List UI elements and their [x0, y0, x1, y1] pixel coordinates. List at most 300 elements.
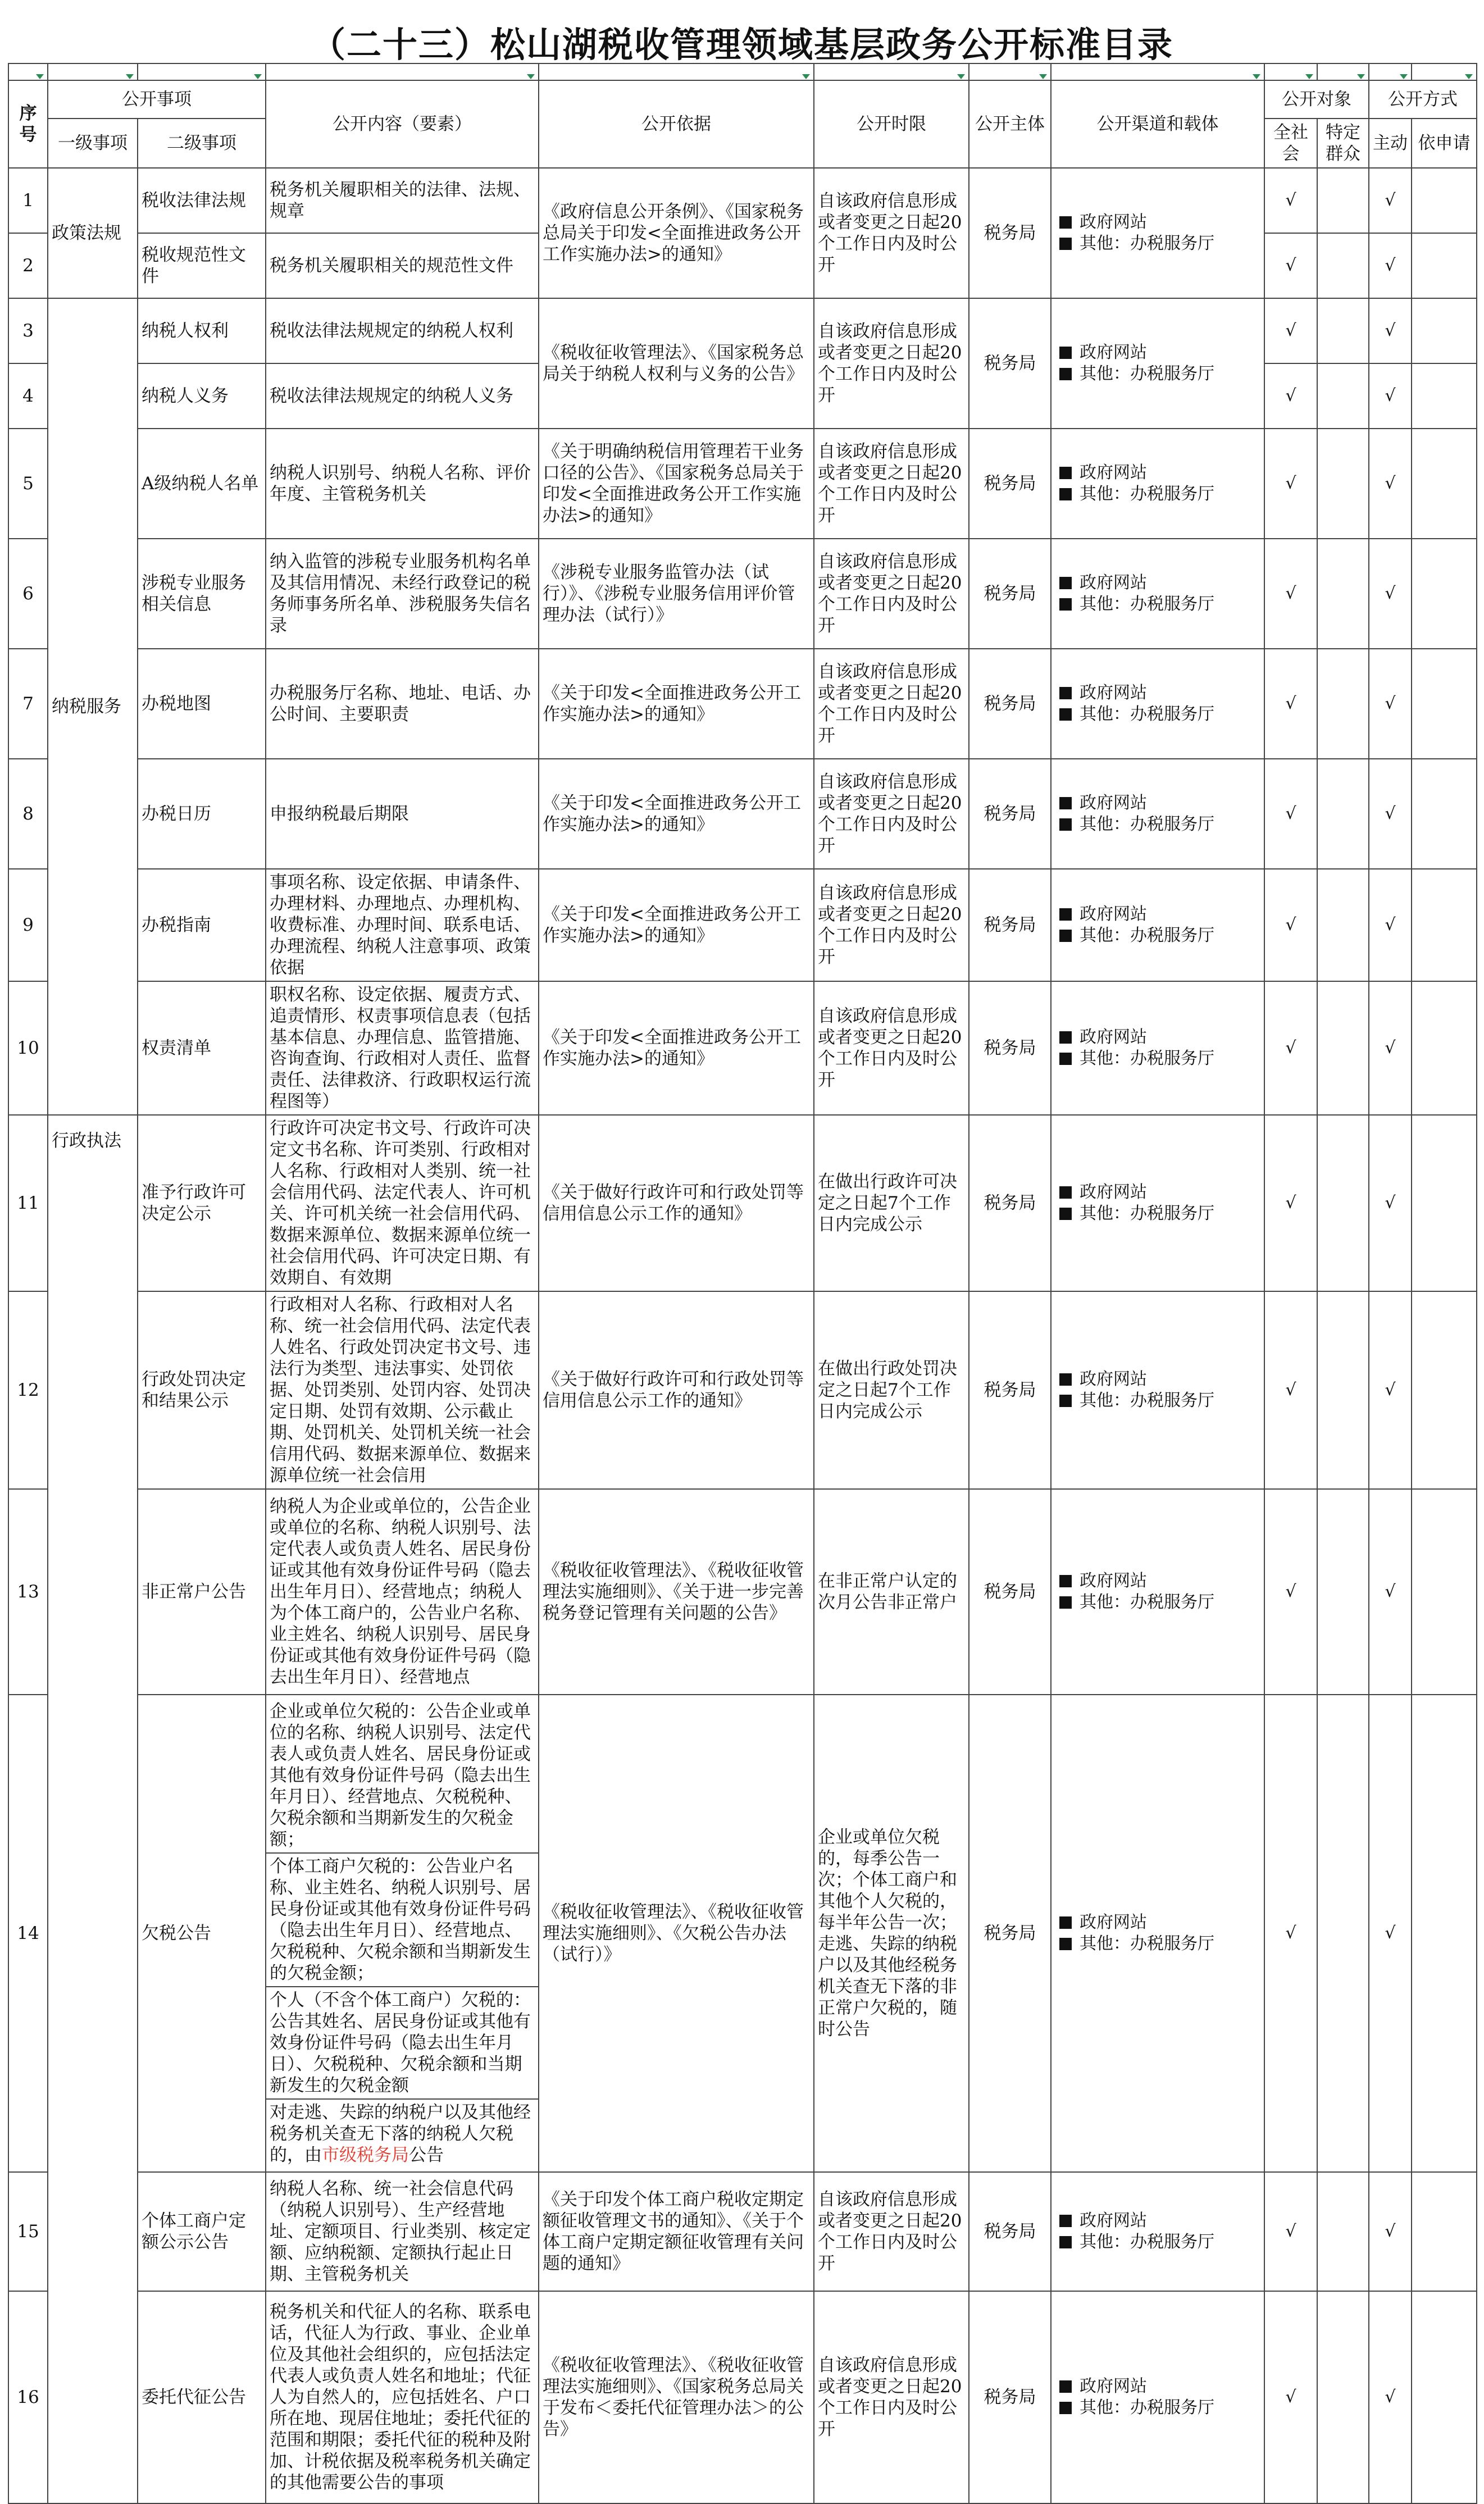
target-special-cell: [1317, 168, 1369, 233]
channel-other-label: 其他：办税服务厅: [1080, 814, 1214, 834]
mode-request-cell: [1412, 1489, 1477, 1695]
checkbox-square-icon: [1059, 1031, 1072, 1044]
row-number: 7: [8, 649, 48, 759]
channel-item: [1055, 1912, 1260, 1933]
mode-active-check: √: [1369, 168, 1412, 233]
channel-item: [1055, 233, 1260, 254]
basis-cell: 《税收征收管理法》、《税收征收管理法实施细则》、《国家税务总局关于发布＜委托代征管理办法＞的公告》: [539, 2291, 814, 2503]
basis-cell: 《关于印发个体工商户税收定期定额征收管理文书的通知》、《关于个体工商户定期定额征收管理有关问题的通知》: [539, 2172, 814, 2291]
catalog-table: [8, 63, 1477, 2504]
row-number: 2: [8, 233, 48, 298]
channel-other-label: 其他：办税服务厅: [1080, 1391, 1214, 1410]
channel-cell: [1051, 168, 1264, 298]
channel-cell: [1051, 2291, 1264, 2503]
mode-active-check: √: [1369, 1695, 1412, 2172]
header-mode-active: 主动: [1369, 119, 1412, 168]
row-number: 15: [8, 2172, 48, 2291]
level2-item: 纳税人义务: [138, 363, 266, 429]
deadline-cell: 自该政府信息形成或者变更之日起20个工作日内及时公开: [814, 649, 969, 759]
channel-item: [1055, 925, 1260, 946]
row-number: 1: [8, 168, 48, 233]
channel-cell: [1051, 981, 1264, 1115]
checkbox-square-icon: [1059, 797, 1072, 809]
row-number: 14: [8, 1695, 48, 2172]
checkbox-square-icon: [1059, 1938, 1072, 1950]
filter-cell[interactable]: [1317, 63, 1369, 80]
table-row: [8, 1695, 1477, 2172]
target-all-check: √: [1264, 233, 1317, 298]
channel-item: [1055, 1390, 1260, 1412]
channel-item: [1055, 1933, 1260, 1955]
checkbox-square-icon: [1059, 2402, 1072, 2414]
checkbox-square-icon: [1059, 908, 1072, 921]
target-special-cell: [1317, 1489, 1369, 1695]
channel-cell: [1051, 1695, 1264, 2172]
target-all-check: √: [1264, 981, 1317, 1115]
target-all-check: √: [1264, 539, 1317, 649]
mode-active-check: √: [1369, 981, 1412, 1115]
content-cell: 税务机关履职相关的法律、法规、规章: [266, 168, 539, 233]
channel-item: [1055, 1027, 1260, 1048]
target-special-cell: [1317, 759, 1369, 869]
content-cell: 税务机关履职相关的规范性文件: [266, 233, 539, 298]
target-special-cell: [1317, 869, 1369, 981]
channel-cell: [1051, 1115, 1264, 1291]
channel-item: [1055, 904, 1260, 925]
filter-cell[interactable]: [969, 63, 1051, 80]
channel-site-label: 政府网站: [1080, 1369, 1147, 1389]
channel-other-label: 其他：办税服务厅: [1080, 1049, 1214, 1068]
mode-request-cell: [1412, 2291, 1477, 2503]
filter-cell[interactable]: [266, 63, 539, 80]
checkbox-square-icon: [1059, 2380, 1072, 2393]
channel-item: [1055, 342, 1260, 363]
deadline-cell: 自该政府信息形成或者变更之日起20个工作日内及时公开: [814, 429, 969, 539]
deadline-cell: 自该政府信息形成或者变更之日起20个工作日内及时公开: [814, 2172, 969, 2291]
channel-site-label: 政府网站: [1080, 683, 1147, 703]
channel-item: [1055, 814, 1260, 835]
checkbox-square-icon: [1059, 368, 1072, 380]
checkbox-square-icon: [1059, 1916, 1072, 1929]
subject-cell: 税务局: [969, 1695, 1051, 2172]
checkbox-square-icon: [1059, 577, 1072, 589]
filter-dropdown-icon[interactable]: [36, 74, 44, 79]
subject-cell: 税务局: [969, 2291, 1051, 2503]
mode-active-check: √: [1369, 539, 1412, 649]
row-number: 16: [8, 2291, 48, 2503]
row-number: 6: [8, 539, 48, 649]
mode-request-cell: [1412, 649, 1477, 759]
channel-other-label: 其他：办税服务厅: [1080, 484, 1214, 504]
filter-cell[interactable]: [539, 63, 814, 80]
subject-cell: 税务局: [969, 429, 1051, 539]
target-all-check: √: [1264, 1489, 1317, 1695]
basis-cell: 《关于做好行政许可和行政处罚等信用信息公示工作的通知》: [539, 1115, 814, 1291]
mode-request-cell: [1412, 233, 1477, 298]
channel-item: [1055, 1592, 1260, 1613]
channel-cell: [1051, 2172, 1264, 2291]
checkbox-square-icon: [1059, 2215, 1072, 2227]
header-target-special: 特定群众: [1317, 119, 1369, 168]
header-basis: 公开依据: [539, 80, 814, 168]
deadline-cell: 自该政府信息形成或者变更之日起20个工作日内及时公开: [814, 869, 969, 981]
basis-cell: 《政府信息公开条例》、《国家税务总局关于印发<全面推进政务公开工作实施办法>的通知》: [539, 168, 814, 298]
subject-cell: 税务局: [969, 759, 1051, 869]
deadline-cell: 自该政府信息形成或者变更之日起20个工作日内及时公开: [814, 298, 969, 429]
table-row: [8, 1489, 1477, 1695]
filter-dropdown-icon[interactable]: [254, 74, 262, 79]
checkbox-square-icon: [1059, 598, 1072, 611]
content-cell: 申报纳税最后期限: [266, 759, 539, 869]
subject-cell: 税务局: [969, 1489, 1051, 1695]
mode-request-cell: [1412, 2172, 1477, 2291]
subject-cell: 税务局: [969, 869, 1051, 981]
level2-item: 准予行政许可决定公示: [138, 1115, 266, 1291]
level2-item: 办税日历: [138, 759, 266, 869]
channel-item: [1055, 1048, 1260, 1069]
mode-request-cell: [1412, 298, 1477, 363]
target-all-check: √: [1264, 1115, 1317, 1291]
basis-cell: 《关于印发<全面推进政务公开工作实施办法>的通知》: [539, 869, 814, 981]
row-number: 3: [8, 298, 48, 363]
basis-cell: 《关于印发<全面推进政务公开工作实施办法>的通知》: [539, 759, 814, 869]
filter-cell[interactable]: [8, 63, 48, 80]
channel-item: [1055, 594, 1260, 615]
filter-dropdown-icon[interactable]: [1039, 74, 1047, 79]
subject-cell: 税务局: [969, 1115, 1051, 1291]
level2-item: 权责清单: [138, 981, 266, 1115]
channel-item: [1055, 2232, 1260, 2253]
channel-item: [1055, 1182, 1260, 1203]
filter-cell[interactable]: [138, 63, 266, 80]
channel-other-label: 其他：办税服务厅: [1080, 2398, 1214, 2418]
content-cell: 纳入监管的涉税专业服务机构名单及其信用情况、未经行政登记的税务师事务所名单、涉税服务失信名录: [266, 539, 539, 649]
filter-dropdown-icon[interactable]: [1253, 74, 1260, 79]
mode-request-cell: [1412, 1291, 1477, 1489]
mode-request-cell: [1412, 363, 1477, 429]
target-special-cell: [1317, 2291, 1369, 2503]
level2-item: 非正常户公告: [138, 1489, 266, 1695]
content-cell: 职权名称、设定依据、履责方式、追责情形、权责事项信息表（包括基本信息、办理信息、监管措施、咨询查询、行政相对人责任、监督责任、法律救济、行政职权运行流程图等）: [266, 981, 539, 1115]
level2-item: 办税地图: [138, 649, 266, 759]
table-row: [8, 869, 1477, 981]
subject-cell: 税务局: [969, 649, 1051, 759]
content-cell: 税务机关和代征人的名称、联系电话，代征人为行政、事业、企业单位及其他社会组织的，应包括法定代表人或负责人姓名和地址；代征人为自然人的，应包括姓名、户口所在地、现居住地址；委托代征的范围和期限；委托代征的税种及附加、计税依据及税率税务机关确定的其他需要公告的事项: [266, 2291, 539, 2503]
mode-active-check: √: [1369, 1489, 1412, 1695]
content-cell: 纳税人为企业或单位的，公告企业或单位的名称、纳税人识别号、法定代表人或负责人姓名、居民身份证或其他有效身份证件号码（隐去出生年月日）、经营地点；纳税人为个体工商户的，公告业户名称、业主姓名、纳税人识别号、居民身份证或其他有效身份证件号码（隐去出生年月日）、经营地点: [266, 1489, 539, 1695]
channel-cell: [1051, 869, 1264, 981]
content-part: [266, 2100, 538, 2168]
checkbox-square-icon: [1059, 1053, 1072, 1065]
table-row: [8, 2172, 1477, 2291]
target-all-check: √: [1264, 2291, 1317, 2503]
deadline-cell: 自该政府信息形成或者变更之日起20个工作日内及时公开: [814, 981, 969, 1115]
header-target: 公开对象: [1264, 80, 1369, 119]
mode-active-check: √: [1369, 363, 1412, 429]
row-number: 11: [8, 1115, 48, 1291]
basis-cell: 《税收征收管理法》、《税收征收管理法实施细则》、《关于进一步完善税务登记管理有关问题的公告》: [539, 1489, 814, 1695]
filter-row: [8, 63, 1477, 80]
channel-site-label: 政府网站: [1080, 2211, 1147, 2230]
channel-site-label: 政府网站: [1080, 2376, 1147, 2396]
basis-cell: 《关于印发<全面推进政务公开工作实施办法>的通知》: [539, 981, 814, 1115]
channel-cell: [1051, 429, 1264, 539]
basis-cell: 《涉税专业服务监管办法（试行）》、《涉税专业服务信用评价管理办法（试行）》: [539, 539, 814, 649]
channel-item: [1055, 212, 1260, 233]
level2-item: 欠税公告: [138, 1695, 266, 2172]
channel-other-label: 其他：办税服务厅: [1080, 1592, 1214, 1612]
target-special-cell: [1317, 2172, 1369, 2291]
mode-request-cell: [1412, 429, 1477, 539]
table-row: [8, 168, 1477, 233]
header-subject: 公开主体: [969, 80, 1051, 168]
subject-cell: 税务局: [969, 539, 1051, 649]
filter-dropdown-icon[interactable]: [126, 74, 134, 79]
filter-cell[interactable]: [1051, 63, 1264, 80]
channel-site-label: 政府网站: [1080, 463, 1147, 482]
filter-dropdown-icon[interactable]: [957, 74, 965, 79]
header-row-1: [8, 80, 1477, 119]
basis-cell: 《关于印发<全面推进政务公开工作实施办法>的通知》: [539, 649, 814, 759]
target-special-cell: [1317, 429, 1369, 539]
checkbox-square-icon: [1059, 238, 1072, 250]
channel-item: [1055, 462, 1260, 484]
content-cell: 纳税人识别号、纳税人名称、评价年度、主管税务机关: [266, 429, 539, 539]
level2-item: 行政处罚决定和结果公示: [138, 1291, 266, 1489]
filter-cell[interactable]: [814, 63, 969, 80]
table-row: [8, 298, 1477, 363]
table-row: [8, 981, 1477, 1115]
mode-request-cell: [1412, 869, 1477, 981]
checkbox-square-icon: [1059, 1575, 1072, 1587]
filter-dropdown-icon[interactable]: [1400, 74, 1408, 79]
channel-site-label: 政府网站: [1080, 343, 1147, 362]
checkbox-square-icon: [1059, 2236, 1072, 2248]
target-all-check: √: [1264, 869, 1317, 981]
level2-item: 纳税人权利: [138, 298, 266, 363]
basis-cell: 《税收征收管理法》、《税收征收管理法实施细则》、《欠税公告办法（试行）》: [539, 1695, 814, 2172]
channel-site-label: 政府网站: [1080, 1913, 1147, 1932]
channel-other-label: 其他：办税服务厅: [1080, 1204, 1214, 1223]
header-mode: 公开方式: [1369, 80, 1477, 119]
checkbox-square-icon: [1059, 467, 1072, 479]
channel-site-label: 政府网站: [1080, 573, 1147, 593]
deadline-cell: 自该政府信息形成或者变更之日起20个工作日内及时公开: [814, 2291, 969, 2503]
channel-item: [1055, 793, 1260, 814]
deadline-cell: 自该政府信息形成或者变更之日起20个工作日内及时公开: [814, 539, 969, 649]
channel-cell: [1051, 1489, 1264, 1695]
header-no: 序号: [8, 80, 48, 168]
channel-cell: [1051, 649, 1264, 759]
channel-item: [1055, 682, 1260, 704]
checkbox-square-icon: [1059, 818, 1072, 831]
checkbox-square-icon: [1059, 930, 1072, 942]
target-special-cell: [1317, 363, 1369, 429]
table-row: [8, 759, 1477, 869]
mode-request-cell: [1412, 759, 1477, 869]
target-special-cell: [1317, 233, 1369, 298]
level2-item: 委托代征公告: [138, 2291, 266, 2503]
mode-request-cell: [1412, 539, 1477, 649]
target-all-check: √: [1264, 363, 1317, 429]
checkbox-square-icon: [1059, 1395, 1072, 1407]
filter-cell[interactable]: [1412, 63, 1477, 80]
channel-site-label: 政府网站: [1080, 1571, 1147, 1591]
highlighted-text: 市级税务局: [322, 2145, 409, 2165]
filter-dropdown-icon[interactable]: [1465, 74, 1473, 79]
mode-active-check: √: [1369, 298, 1412, 363]
checkbox-square-icon: [1059, 216, 1072, 229]
channel-item: [1055, 1369, 1260, 1390]
header-content: 公开内容（要素）: [266, 80, 539, 168]
mode-active-check: √: [1369, 429, 1412, 539]
target-special-cell: [1317, 539, 1369, 649]
level2-item: 涉税专业服务相关信息: [138, 539, 266, 649]
filter-cell[interactable]: [1369, 63, 1412, 80]
content-part: 企业或单位欠税的：公告企业或单位的名称、纳税人识别号、法定代表人或负责人姓名、居民身份证或其他有效身份证件号码（隐去出生年月日）、经营地点、欠税税种、欠税余额和当期新发生的欠税金额；: [266, 1699, 538, 1854]
table-row: [8, 539, 1477, 649]
header-mode-request: 依申请: [1412, 119, 1477, 168]
channel-other-label: 其他：办税服务厅: [1080, 926, 1214, 945]
channel-site-label: 政府网站: [1080, 793, 1147, 813]
content-part: 个人（不含个体工商户）欠税的：公告其姓名、居民身份证或其他有效身份证件号码（隐去出生年月日）、欠税税种、欠税余额和当期新发生的欠税金额: [266, 1987, 538, 2100]
mode-active-check: √: [1369, 649, 1412, 759]
row-number: 4: [8, 363, 48, 429]
filter-dropdown-icon[interactable]: [802, 74, 810, 79]
content-cell: [266, 1695, 539, 2172]
target-all-check: √: [1264, 2172, 1317, 2291]
deadline-cell: 在做出行政许可决定之日起7个工作日内完成公示: [814, 1115, 969, 1291]
mode-request-cell: [1412, 168, 1477, 233]
mode-request-cell: [1412, 1115, 1477, 1291]
channel-item: [1055, 363, 1260, 385]
channel-item: [1055, 1203, 1260, 1224]
channel-item: [1055, 704, 1260, 725]
channel-item: [1055, 2397, 1260, 2419]
channel-cell: [1051, 298, 1264, 429]
checkbox-square-icon: [1059, 1208, 1072, 1220]
mode-active-check: √: [1369, 869, 1412, 981]
level2-item: 个体工商户定额公示公告: [138, 2172, 266, 2291]
target-all-check: √: [1264, 429, 1317, 539]
checkbox-square-icon: [1059, 687, 1072, 699]
subject-cell: 税务局: [969, 1291, 1051, 1489]
filter-cell[interactable]: [48, 63, 138, 80]
mode-active-check: √: [1369, 233, 1412, 298]
channel-site-label: 政府网站: [1080, 904, 1147, 924]
target-special-cell: [1317, 1291, 1369, 1489]
channel-site-label: 政府网站: [1080, 1027, 1147, 1047]
channel-cell: [1051, 759, 1264, 869]
level1-item: 纳税服务: [48, 298, 138, 1115]
row-number: 9: [8, 869, 48, 981]
header-deadline: 公开时限: [814, 80, 969, 168]
content-cell: 行政相对人名称、行政相对人名称、统一社会信用代码、法定代表人姓名、行政处罚决定书文号、违法行为类型、违法事实、处罚依据、处罚类别、处罚内容、处罚决定日期、处罚有效期、公示截止期、处罚机关、处罚机关统一社会信用代码、数据来源单位、数据来源单位统一社会信用: [266, 1291, 539, 1489]
channel-item: [1055, 1570, 1260, 1592]
deadline-cell: 自该政府信息形成或者变更之日起20个工作日内及时公开: [814, 168, 969, 298]
basis-cell: 《税收征收管理法》、《国家税务总局关于纳税人权利与义务的公告》: [539, 298, 814, 429]
mode-active-check: √: [1369, 759, 1412, 869]
target-special-cell: [1317, 298, 1369, 363]
content-cell: 纳税人名称、统一社会信息代码（纳税人识别号）、生产经营地址、定额项目、行业类别、核定定额、应纳税额、定额执行起止日期、主管税务机关: [266, 2172, 539, 2291]
header-matter: 公开事项: [48, 80, 266, 119]
channel-item: [1055, 2210, 1260, 2232]
level2-item: 税收规范性文件: [138, 233, 266, 298]
content-cell: 税收法律法规规定的纳税人义务: [266, 363, 539, 429]
row-number: 8: [8, 759, 48, 869]
table-row: [8, 1115, 1477, 1291]
channel-other-label: 其他：办税服务厅: [1080, 1934, 1214, 1954]
level1-item: 政策法规: [48, 168, 138, 298]
checkbox-square-icon: [1059, 488, 1072, 500]
channel-other-label: 其他：办税服务厅: [1080, 364, 1214, 384]
target-all-check: √: [1264, 168, 1317, 233]
mode-request-cell: [1412, 1695, 1477, 2172]
table-row: [8, 2291, 1477, 2503]
content-part: 个体工商户欠税的：公告业户名称、业主姓名、纳税人识别号、居民身份证或其他有效身份证件号码（隐去出生年月日）、经营地点、欠税税种、欠税余额和当期新发生的欠税金额；: [266, 1854, 538, 1987]
page-title: （二十三）松山湖税收管理领域基层政务公开标准目录: [310, 24, 1173, 65]
channel-cell: [1051, 539, 1264, 649]
filter-dropdown-icon[interactable]: [1357, 74, 1365, 79]
subject-cell: 税务局: [969, 168, 1051, 298]
level1-item: 行政执法: [48, 1115, 138, 2503]
target-all-check: √: [1264, 759, 1317, 869]
level2-item: 办税指南: [138, 869, 266, 981]
channel-site-label: 政府网站: [1080, 212, 1147, 232]
channel-item: [1055, 572, 1260, 594]
mode-request-cell: [1412, 981, 1477, 1115]
checkbox-square-icon: [1059, 1596, 1072, 1609]
content-text: 公告: [409, 2145, 444, 2165]
mode-active-check: √: [1369, 2291, 1412, 2503]
mode-active-check: √: [1369, 2172, 1412, 2291]
header-target-all: 全社会: [1264, 119, 1317, 168]
checkbox-square-icon: [1059, 1373, 1072, 1386]
deadline-cell: 企业或单位欠税的，每季公告一次；个体工商户和其他个人欠税的，每半年公告一次；走逃、失踪的纳税户以及其他经税务机关查无下落的非正常户欠税的，随时公告: [814, 1695, 969, 2172]
deadline-cell: 在非正常户认定的次月公告非正常户: [814, 1489, 969, 1695]
content-cell: 税收法律法规规定的纳税人权利: [266, 298, 539, 363]
checkbox-square-icon: [1059, 347, 1072, 359]
deadline-cell: 自该政府信息形成或者变更之日起20个工作日内及时公开: [814, 759, 969, 869]
level2-item: 税收法律法规: [138, 168, 266, 233]
target-special-cell: [1317, 1695, 1369, 2172]
channel-item: [1055, 2376, 1260, 2397]
checkbox-square-icon: [1059, 1186, 1072, 1199]
target-all-check: √: [1264, 1291, 1317, 1489]
channel-item: [1055, 484, 1260, 505]
checkbox-square-icon: [1059, 708, 1072, 721]
subject-cell: 税务局: [969, 298, 1051, 429]
content-cell: 行政许可决定书文号、行政许可决定文书名称、许可类别、行政相对人名称、行政相对人类别、统一社会信用代码、法定代表人、许可机关、许可机关统一社会信用代码、数据来源单位、数据来源单位统一社会信用代码、许可决定日期、有效期自、有效期: [266, 1115, 539, 1291]
target-all-check: √: [1264, 298, 1317, 363]
target-special-cell: [1317, 649, 1369, 759]
target-special-cell: [1317, 1115, 1369, 1291]
mode-active-check: √: [1369, 1291, 1412, 1489]
subject-cell: 税务局: [969, 2172, 1051, 2291]
channel-cell: [1051, 1291, 1264, 1489]
content-cell: 办税服务厅名称、地址、电话、办公时间、主要职责: [266, 649, 539, 759]
header-level2: 二级事项: [138, 119, 266, 168]
level2-item: A级纳税人名单: [138, 429, 266, 539]
content-cell: 事项名称、设定依据、申请条件、办理材料、办理地点、办理机构、收费标准、办理时间、联系电话、办理流程、纳税人注意事项、政策依据: [266, 869, 539, 981]
subject-cell: 税务局: [969, 981, 1051, 1115]
table-row: [8, 429, 1477, 539]
filter-dropdown-icon[interactable]: [1305, 74, 1313, 79]
mode-active-check: √: [1369, 1115, 1412, 1291]
channel-other-label: 其他：办税服务厅: [1080, 594, 1214, 614]
filter-dropdown-icon[interactable]: [527, 74, 535, 79]
filter-cell[interactable]: [1264, 63, 1317, 80]
